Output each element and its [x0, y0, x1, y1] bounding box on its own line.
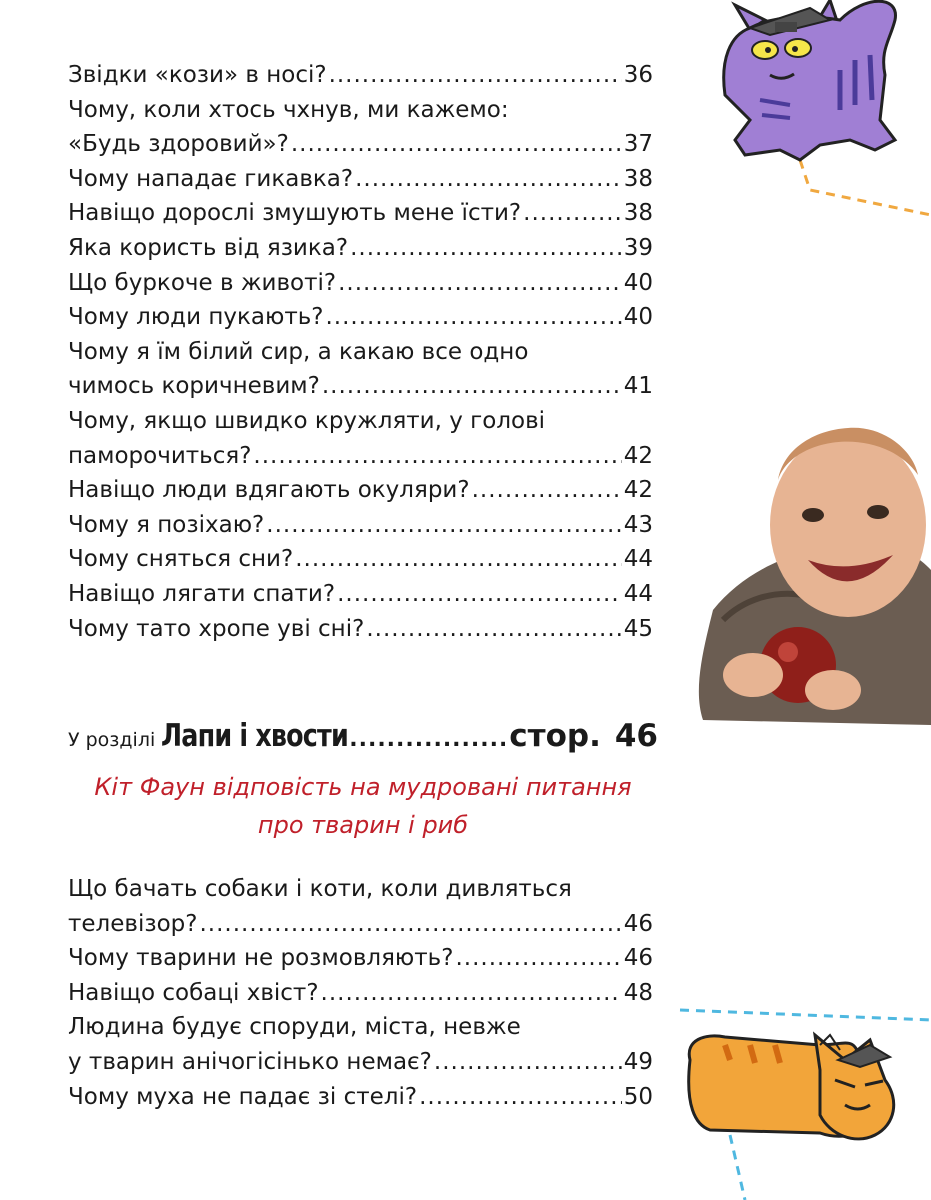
- toc-entry-page: 38: [623, 165, 653, 192]
- toc-leader-dots: [419, 1080, 622, 1115]
- toc-entry-title: паморочиться?: [68, 442, 252, 469]
- section-subtitle-line-2: про тварин і риб: [257, 811, 469, 839]
- toc-entry-title: Що бачать собаки і коти, коли дивляться: [68, 876, 572, 902]
- toc-entry: [68, 58, 653, 93]
- toc-entry: [68, 976, 653, 1011]
- section-page-number: 46: [614, 718, 658, 754]
- toc-entry: [68, 542, 653, 577]
- toc-entry-title: Яка користь від язика?: [68, 234, 349, 261]
- toc-entry-page: 41: [623, 373, 653, 400]
- toc-entry: [68, 907, 653, 942]
- toc-entry: [68, 266, 653, 301]
- toc-entry-title: Чому тварини не розмовляють?: [68, 945, 454, 972]
- toc-entry: [68, 1045, 653, 1080]
- toc-entry-title: у тварин анічогісінько немає?: [68, 1048, 432, 1075]
- section-heading: [68, 718, 658, 844]
- toc-entry: [68, 404, 653, 439]
- toc-leader-dots: [523, 196, 622, 231]
- toc-entry: [68, 941, 653, 976]
- toc-entry-page: 42: [623, 442, 653, 469]
- toc-leader-dots: [321, 976, 622, 1011]
- toc-entry-title: Чому люди пукають?: [68, 304, 324, 331]
- toc-leader-dots: [338, 266, 622, 301]
- toc-entry-title: чимось коричневим?: [68, 373, 320, 400]
- toc-entry-page: 38: [623, 200, 653, 227]
- toc-entry-title: Чому сняться сни?: [68, 546, 294, 573]
- toc-entry-page: 42: [623, 477, 653, 504]
- section-title-line: [68, 718, 658, 768]
- toc-entry: [68, 93, 653, 128]
- toc-entry-title: Навіщо люди вдягають окуляри?: [68, 477, 470, 504]
- toc-leader-dots: [199, 907, 621, 942]
- toc-entry: [68, 196, 653, 231]
- section-subtitle-line-1: Кіт Фаун відповість на мудровані питання: [94, 773, 632, 801]
- toc-entry-title: Чому муха не падає зі стелі?: [68, 1083, 418, 1110]
- toc-entry-title: телевізор?: [68, 910, 198, 937]
- toc-leader-dots: [472, 473, 622, 508]
- toc-list-second: [68, 872, 653, 1114]
- toc-leader-dots: [291, 127, 622, 162]
- toc-entry-page: 50: [623, 1083, 653, 1110]
- toc-entry-title: Чому, якщо швидко кружляти, у голові: [68, 407, 546, 434]
- toc-entry-title: «Будь здоровий»?: [68, 131, 289, 158]
- toc-entry-title: Чому я їм білий сир, а какаю все одно: [68, 338, 529, 365]
- toc-leader-dots: [322, 369, 622, 404]
- toc-entry: [68, 872, 653, 907]
- toc-entry: [68, 335, 653, 370]
- toc-entry-title: Що буркоче в животі?: [68, 269, 337, 296]
- toc-entry: [68, 439, 653, 474]
- toc-leader-dots: [326, 300, 622, 335]
- toc-entry-title: Чому, коли хтось чхнув, ми кажемо:: [68, 96, 509, 123]
- toc-list-first: [68, 58, 653, 646]
- toc-leader-dots: [350, 231, 622, 266]
- toc-entry-page: 49: [623, 1048, 653, 1075]
- toc-entry-title: Навіщо дорослі змушують мене їсти?: [68, 200, 522, 227]
- toc-entry: [68, 612, 653, 647]
- toc-entry: [68, 300, 653, 335]
- section-intro: У розділі: [68, 729, 156, 751]
- toc-entry-title: Навіщо лягати спати?: [68, 580, 336, 607]
- toc-leader-dots: [266, 508, 621, 543]
- toc-entry: [68, 369, 653, 404]
- toc-entry-title: Навіщо собаці хвіст?: [68, 979, 319, 1006]
- toc-entry-title: Чому нападає гикавка?: [68, 165, 354, 192]
- toc-entry-page: 39: [623, 234, 653, 261]
- purple-cat-graduate-illustration: [690, 0, 931, 230]
- toc-entry-title: Чому я позіхаю?: [68, 511, 265, 538]
- toc-entry-page: 43: [623, 511, 653, 538]
- toc-leader-dots: [329, 58, 622, 93]
- toc-leader-dots: [295, 542, 622, 577]
- toc-entry-page: 48: [623, 979, 653, 1006]
- toc-leader-dots: [434, 1045, 622, 1080]
- toc-entry-title: Чому тато хропе уві сні?: [68, 615, 365, 642]
- toc-entry-page: 44: [623, 546, 653, 573]
- toc-leader-dots: [355, 162, 622, 197]
- toc-leader-dots: [455, 941, 621, 976]
- section-page-label: стор.: [509, 718, 601, 754]
- section-title: Лапи і хвости: [161, 718, 349, 754]
- toc-entry: [68, 577, 653, 612]
- toc-entry-title: Звідки «кози» в носі?: [68, 62, 327, 88]
- toc-entry-page: 46: [623, 910, 653, 937]
- toc-leader-dots: [253, 439, 621, 474]
- toc-entry: [68, 127, 653, 162]
- toc-entry-page: 40: [623, 269, 653, 296]
- baby-with-apple-photo: [683, 420, 931, 725]
- toc-entry: [68, 231, 653, 266]
- toc-entry: [68, 1010, 653, 1045]
- section-leader-dots: [349, 727, 505, 752]
- toc-leader-dots: [366, 612, 621, 647]
- toc-entry-title: Людина будує споруди, міста, невже: [68, 1014, 521, 1041]
- toc-entry-page: 46: [623, 945, 653, 972]
- toc-entry: [68, 473, 653, 508]
- toc-entry-page: 44: [623, 580, 653, 607]
- toc-entry: [68, 1080, 653, 1115]
- toc-entry-page: 37: [623, 131, 653, 158]
- toc-entry-page: 40: [623, 304, 653, 331]
- toc-leader-dots: [337, 577, 622, 612]
- toc-entry-page: 45: [623, 615, 653, 642]
- toc-entry: [68, 508, 653, 543]
- toc-entry: [68, 162, 653, 197]
- toc-entry-page: 36: [623, 62, 653, 88]
- orange-cat-graduate-illustration: [670, 1005, 931, 1200]
